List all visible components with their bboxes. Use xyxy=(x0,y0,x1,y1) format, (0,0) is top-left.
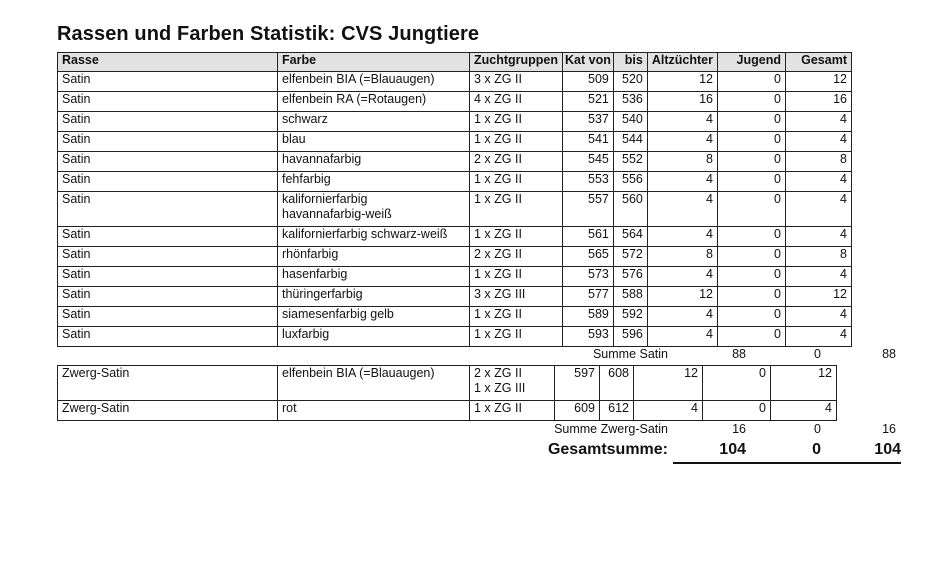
cell-rasse-text: Satin xyxy=(62,327,91,341)
cell-jugend-text: 0 xyxy=(774,172,781,186)
cell-altzuechter-text: 8 xyxy=(706,152,713,166)
cell-altzuechter-text: 4 xyxy=(706,172,713,186)
zwerg-satin-table xyxy=(57,365,837,421)
cell-farbe-text: rhönfarbig xyxy=(282,247,339,261)
grand-total-gesamt: 104 xyxy=(874,441,901,458)
cell-zuchtgruppen-text: 3 x ZG III xyxy=(474,287,526,301)
cell-bis-text: 596 xyxy=(622,327,643,341)
cell-zuchtgruppen-text: 1 x ZG II xyxy=(474,401,522,415)
cell-farbe xyxy=(278,307,470,327)
cell-kat-von xyxy=(563,92,614,112)
cell-farbe xyxy=(278,327,470,347)
cell-rasse-text: Satin xyxy=(62,247,91,261)
cell-gesamt xyxy=(785,112,851,132)
cell-jugend xyxy=(717,327,785,347)
cell-zuchtgruppen-text: 2 x ZG II xyxy=(474,366,522,380)
table-row xyxy=(58,227,852,247)
cell-zuchtgruppen-text: 2 x ZG II xyxy=(474,247,522,261)
cell-kat-von-text: 565 xyxy=(588,247,609,261)
table-row xyxy=(58,307,852,327)
cell-farbe xyxy=(278,192,470,227)
cell-zuchtgruppen-text: 1 x ZG II xyxy=(474,327,522,341)
cell-farbe xyxy=(278,72,470,92)
cell-jugend xyxy=(717,307,785,327)
cell-bis-text: 572 xyxy=(622,247,643,261)
cell-altzuechter xyxy=(647,247,717,267)
cell-bis xyxy=(613,152,647,172)
cell-zuchtgruppen xyxy=(470,307,563,327)
cell-bis-text: 520 xyxy=(622,72,643,86)
cell-zuchtgruppen-text: 4 x ZG II xyxy=(474,92,522,106)
cell-farbe xyxy=(278,152,470,172)
cell-kat-von xyxy=(563,327,614,347)
cell-jugend xyxy=(703,366,771,401)
cell-kat-von xyxy=(563,172,614,192)
cell-rasse-text: Satin xyxy=(62,267,91,281)
cell-rasse-text: Satin xyxy=(62,92,91,106)
summary-label: Summe Satin xyxy=(592,347,668,361)
table-row xyxy=(58,132,852,152)
cell-rasse xyxy=(58,267,278,287)
cell-rasse xyxy=(58,72,278,92)
cell-zuchtgruppen-text: 1 x ZG II xyxy=(474,172,522,186)
cell-farbe-text: blau xyxy=(282,132,306,146)
cell-rasse-text: Satin xyxy=(62,287,91,301)
cell-bis xyxy=(613,112,647,132)
cell-zuchtgruppen-text: 1 x ZG II xyxy=(474,112,522,126)
cell-farbe xyxy=(278,132,470,152)
cell-rasse xyxy=(58,247,278,267)
cell-jugend-text: 0 xyxy=(774,327,781,341)
cell-altzuechter xyxy=(647,112,717,132)
grand-total xyxy=(0,441,946,463)
cell-altzuechter xyxy=(647,327,717,347)
cell-jugend-text: 0 xyxy=(774,152,781,166)
cell-bis xyxy=(613,287,647,307)
cell-gesamt xyxy=(785,307,851,327)
cell-zuchtgruppen xyxy=(470,267,563,287)
cell-bis xyxy=(613,267,647,287)
cell-jugend xyxy=(717,172,785,192)
cell-bis-text: 560 xyxy=(622,192,643,206)
cell-gesamt-text: 4 xyxy=(840,132,847,146)
cell-jugend-text: 0 xyxy=(774,307,781,321)
table-row xyxy=(58,192,852,227)
cell-bis-text: 556 xyxy=(622,172,643,186)
cell-altzuechter-text: 4 xyxy=(706,192,713,206)
cell-gesamt-text: 12 xyxy=(833,72,847,86)
cell-rasse-text: Satin xyxy=(62,152,91,166)
cell-bis xyxy=(613,247,647,267)
cell-rasse xyxy=(58,152,278,172)
cell-bis-text: 576 xyxy=(622,267,643,281)
cell-farbe xyxy=(278,287,470,307)
cell-altzuechter-text: 4 xyxy=(706,267,713,281)
cell-kat-von-text: 593 xyxy=(588,327,609,341)
cell-altzuechter xyxy=(647,192,717,227)
table-row xyxy=(58,72,852,92)
cell-kat-von xyxy=(563,247,614,267)
cell-altzuechter xyxy=(647,172,717,192)
cell-gesamt-text: 4 xyxy=(825,401,832,415)
cell-altzuechter-text: 16 xyxy=(699,92,713,106)
cell-gesamt xyxy=(771,366,837,401)
cell-bis xyxy=(613,72,647,92)
cell-gesamt-text: 4 xyxy=(840,112,847,126)
cell-zuchtgruppen xyxy=(470,172,563,192)
cell-kat-von-text: 561 xyxy=(588,227,609,241)
cell-gesamt xyxy=(785,92,851,112)
cell-zuchtgruppen xyxy=(470,72,563,92)
cell-altzuechter xyxy=(647,132,717,152)
cell-bis xyxy=(613,192,647,227)
cell-zuchtgruppen-text: 1 x ZG II xyxy=(474,227,522,241)
cell-bis xyxy=(613,132,647,152)
cell-gesamt-text: 12 xyxy=(818,366,832,380)
cell-farbe xyxy=(278,227,470,247)
cell-bis xyxy=(613,172,647,192)
cell-altzuechter xyxy=(647,72,717,92)
table-row xyxy=(58,327,852,347)
cell-gesamt xyxy=(785,247,851,267)
cell-kat-von xyxy=(563,152,614,172)
cell-gesamt xyxy=(785,227,851,247)
col-header-altzuechter: Altzüchter xyxy=(647,53,717,72)
cell-altzuechter xyxy=(647,307,717,327)
cell-kat-von xyxy=(563,227,614,247)
cell-gesamt xyxy=(785,132,851,152)
cell-zuchtgruppen-text: 1 x ZG II xyxy=(474,192,522,206)
cell-kat-von-text: 509 xyxy=(588,72,609,86)
cell-kat-von-text: 577 xyxy=(588,287,609,301)
cell-altzuechter xyxy=(647,152,717,172)
cell-jugend xyxy=(717,112,785,132)
grand-total-jugend: 0 xyxy=(812,441,821,458)
cell-altzuechter-text: 8 xyxy=(706,247,713,261)
cell-farbe xyxy=(278,366,470,401)
cell-zuchtgruppen xyxy=(470,401,555,421)
table-row xyxy=(58,172,852,192)
cell-rasse-text: Satin xyxy=(62,172,91,186)
cell-gesamt-text: 8 xyxy=(840,247,847,261)
cell-bis-text: 544 xyxy=(622,132,643,146)
col-header-farbe: Farbe xyxy=(278,53,470,72)
cell-rasse xyxy=(58,227,278,247)
summary-altzuechter: 16 xyxy=(732,422,746,436)
cell-kat-von xyxy=(555,366,600,401)
cell-jugend xyxy=(717,267,785,287)
cell-bis-text: 588 xyxy=(622,287,643,301)
cell-gesamt-text: 12 xyxy=(833,287,847,301)
col-header-bis: bis xyxy=(613,53,647,72)
cell-farbe xyxy=(278,172,470,192)
cell-bis xyxy=(613,227,647,247)
cell-rasse xyxy=(58,287,278,307)
cell-kat-von xyxy=(563,307,614,327)
cell-zuchtgruppen xyxy=(470,132,563,152)
cell-jugend xyxy=(717,92,785,112)
cell-farbe-text: elfenbein BIA (=Blauaugen) xyxy=(282,366,435,380)
cell-farbe-text: havannafarbig xyxy=(282,152,362,166)
cell-bis-text: 552 xyxy=(622,152,643,166)
cell-farbe-text: elfenbein RA (=Rotaugen) xyxy=(282,92,427,106)
cell-farbe-text: fehfarbig xyxy=(282,172,331,186)
summary-satin xyxy=(0,345,946,364)
cell-zuchtgruppen-text: 1 x ZG II xyxy=(474,132,522,146)
cell-zuchtgruppen xyxy=(470,287,563,307)
cell-farbe xyxy=(278,92,470,112)
cell-kat-von-text: 521 xyxy=(588,92,609,106)
cell-gesamt xyxy=(785,327,851,347)
cell-jugend xyxy=(717,247,785,267)
cell-jugend-text: 0 xyxy=(774,112,781,126)
cell-gesamt xyxy=(771,401,837,421)
cell-kat-von xyxy=(563,267,614,287)
page-title: Rassen und Farben Statistik: CVS Jungtiere xyxy=(57,23,480,45)
cell-rasse-text: Satin xyxy=(62,132,91,146)
cell-farbe-text: schwarz xyxy=(282,112,328,126)
grand-total-underline xyxy=(673,462,901,464)
cell-gesamt-text: 4 xyxy=(840,327,847,341)
cell-bis xyxy=(613,307,647,327)
table-row xyxy=(58,401,837,421)
cell-farbe-text: thüringerfarbig xyxy=(282,287,363,301)
table-row xyxy=(58,92,852,112)
summary-jugend: 0 xyxy=(814,422,821,436)
cell-rasse-text: Satin xyxy=(62,192,91,206)
cell-rasse xyxy=(58,112,278,132)
cell-farbe-text: siamesenfarbig gelb xyxy=(282,307,394,321)
table-row xyxy=(58,152,852,172)
cell-rasse xyxy=(58,192,278,227)
cell-farbe-text: hasenfarbig xyxy=(282,267,348,281)
cell-rasse xyxy=(58,92,278,112)
cell-altzuechter xyxy=(634,401,703,421)
cell-gesamt-text: 8 xyxy=(840,152,847,166)
satin-table xyxy=(57,52,852,347)
cell-farbe xyxy=(278,401,470,421)
cell-farbe-text: kalifornierfarbig xyxy=(282,192,368,206)
cell-jugend-text: 0 xyxy=(774,287,781,301)
cell-zuchtgruppen xyxy=(470,366,555,401)
cell-zuchtgruppen xyxy=(470,152,563,172)
cell-altzuechter-text: 12 xyxy=(684,366,698,380)
cell-kat-von xyxy=(563,192,614,227)
cell-kat-von xyxy=(563,132,614,152)
cell-altzuechter-text: 12 xyxy=(699,287,713,301)
cell-rasse-text: Satin xyxy=(62,112,91,126)
cell-altzuechter xyxy=(647,92,717,112)
cell-bis xyxy=(613,92,647,112)
cell-altzuechter-text: 4 xyxy=(706,307,713,321)
cell-bis xyxy=(613,327,647,347)
table-row xyxy=(58,112,852,132)
cell-rasse xyxy=(58,132,278,152)
grand-total-label: Gesamtsumme: xyxy=(547,441,668,458)
cell-kat-von-text: 589 xyxy=(588,307,609,321)
cell-rasse-text: Satin xyxy=(62,307,91,321)
col-header-kat-von: Kat von xyxy=(563,53,614,72)
cell-jugend-text: 0 xyxy=(774,227,781,241)
cell-gesamt-text: 4 xyxy=(840,192,847,206)
cell-altzuechter-text: 4 xyxy=(691,401,698,415)
cell-rasse xyxy=(58,366,278,401)
cell-jugend xyxy=(717,72,785,92)
cell-rasse xyxy=(58,327,278,347)
cell-zuchtgruppen xyxy=(470,227,563,247)
cell-rasse xyxy=(58,401,278,421)
cell-jugend xyxy=(717,287,785,307)
cell-gesamt-text: 4 xyxy=(840,267,847,281)
cell-rasse-text: Zwerg-Satin xyxy=(62,401,130,415)
cell-zuchtgruppen xyxy=(470,327,563,347)
cell-farbe xyxy=(278,247,470,267)
cell-zuchtgruppen-text: 1 x ZG II xyxy=(474,267,522,281)
cell-bis xyxy=(600,366,634,401)
cell-bis-text: 592 xyxy=(622,307,643,321)
col-header-zuchtgruppen: Zuchtgruppen xyxy=(470,53,563,72)
cell-altzuechter-text: 4 xyxy=(706,327,713,341)
cell-farbe-text: elfenbein BIA (=Blauaugen) xyxy=(282,72,435,86)
cell-jugend-text: 0 xyxy=(774,92,781,106)
cell-zuchtgruppen xyxy=(470,112,563,132)
cell-rasse xyxy=(58,172,278,192)
cell-kat-von-text: 573 xyxy=(588,267,609,281)
cell-altzuechter-text: 4 xyxy=(706,132,713,146)
cell-gesamt xyxy=(785,287,851,307)
cell-zuchtgruppen xyxy=(470,92,563,112)
cell-kat-von-text: 557 xyxy=(588,192,609,206)
cell-jugend-text: 0 xyxy=(774,72,781,86)
cell-rasse-text: Satin xyxy=(62,72,91,86)
cell-farbe xyxy=(278,267,470,287)
summary-zwerg-satin xyxy=(0,420,946,439)
cell-gesamt-text: 4 xyxy=(840,227,847,241)
summary-label: Summe Zwerg-Satin xyxy=(554,422,668,436)
cell-kat-von-text: 541 xyxy=(588,132,609,146)
cell-farbe xyxy=(278,112,470,132)
cell-jugend-text: 0 xyxy=(759,401,766,415)
cell-jugend xyxy=(717,132,785,152)
cell-zuchtgruppen-text: 1 x ZG II xyxy=(474,307,522,321)
cell-zuchtgruppen-text: 2 x ZG II xyxy=(474,152,522,166)
cell-rasse-text: Satin xyxy=(62,227,91,241)
cell-zuchtgruppen-text-line2: 1 x ZG III xyxy=(474,381,526,395)
cell-kat-von-text: 545 xyxy=(588,152,609,166)
cell-gesamt xyxy=(785,267,851,287)
cell-jugend-text: 0 xyxy=(774,267,781,281)
cell-zuchtgruppen-text: 3 x ZG II xyxy=(474,72,522,86)
cell-jugend xyxy=(717,152,785,172)
header-row xyxy=(58,53,852,72)
cell-kat-von xyxy=(563,287,614,307)
cell-jugend-text: 0 xyxy=(759,366,766,380)
table-row xyxy=(58,247,852,267)
cell-altzuechter-text: 4 xyxy=(706,112,713,126)
cell-rasse xyxy=(58,307,278,327)
cell-kat-von-text: 553 xyxy=(588,172,609,186)
col-header-jugend: Jugend xyxy=(717,53,785,72)
table-row xyxy=(58,267,852,287)
grand-total-altzuechter: 104 xyxy=(719,441,746,458)
cell-farbe-text-line2: havannafarbig-weiß xyxy=(282,207,392,221)
cell-zuchtgruppen xyxy=(470,247,563,267)
cell-jugend-text: 0 xyxy=(774,247,781,261)
cell-farbe-text: luxfarbig xyxy=(282,327,330,341)
cell-kat-von xyxy=(563,112,614,132)
cell-farbe-text: kalifornierfarbig schwarz-weiß xyxy=(282,227,448,241)
cell-kat-von-text: 597 xyxy=(574,366,595,380)
cell-zuchtgruppen xyxy=(470,192,563,227)
table-row xyxy=(58,287,852,307)
cell-jugend-text: 0 xyxy=(774,192,781,206)
cell-altzuechter xyxy=(647,287,717,307)
cell-altzuechter-text: 12 xyxy=(699,72,713,86)
cell-bis-text: 608 xyxy=(608,366,629,380)
cell-kat-von xyxy=(555,401,600,421)
cell-gesamt xyxy=(785,192,851,227)
cell-jugend xyxy=(703,401,771,421)
cell-gesamt xyxy=(785,172,851,192)
cell-gesamt xyxy=(785,152,851,172)
cell-farbe-text: rot xyxy=(282,401,297,415)
cell-gesamt-text: 4 xyxy=(840,307,847,321)
cell-altzuechter xyxy=(647,227,717,247)
col-header-rasse: Rasse xyxy=(58,53,278,72)
summary-gesamt: 88 xyxy=(882,347,896,361)
cell-gesamt-text: 4 xyxy=(840,172,847,186)
cell-bis xyxy=(600,401,634,421)
table-row xyxy=(58,366,837,401)
cell-jugend-text: 0 xyxy=(774,132,781,146)
cell-altzuechter xyxy=(647,267,717,287)
cell-bis-text: 540 xyxy=(622,112,643,126)
summary-gesamt: 16 xyxy=(882,422,896,436)
cell-gesamt xyxy=(785,72,851,92)
cell-gesamt-text: 16 xyxy=(833,92,847,106)
summary-altzuechter: 88 xyxy=(732,347,746,361)
cell-altzuechter xyxy=(634,366,703,401)
cell-kat-von-text: 537 xyxy=(588,112,609,126)
cell-bis-text: 536 xyxy=(622,92,643,106)
cell-kat-von-text: 609 xyxy=(574,401,595,415)
cell-rasse-text: Zwerg-Satin xyxy=(62,366,130,380)
summary-jugend: 0 xyxy=(814,347,821,361)
cell-bis-text: 564 xyxy=(622,227,643,241)
cell-bis-text: 612 xyxy=(608,401,629,415)
cell-jugend xyxy=(717,227,785,247)
cell-altzuechter-text: 4 xyxy=(706,227,713,241)
col-header-gesamt: Gesamt xyxy=(785,53,851,72)
cell-jugend xyxy=(717,192,785,227)
cell-kat-von xyxy=(563,72,614,92)
